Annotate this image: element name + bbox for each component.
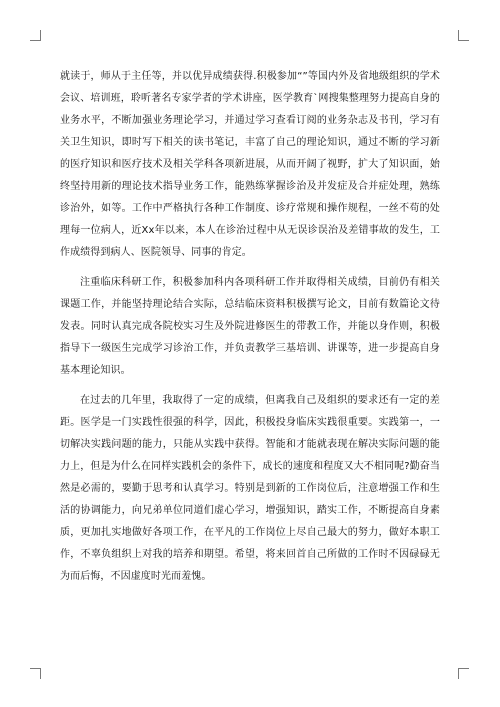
paragraph-1: 就读于，师从于主任等，并以优异成绩获得.积极参加“”等国内外及省地级组织的学术会议、培训班，聆听著名专家学者的学术讲座，医学教育`网搜集整理努力提高自身的业务水平，不断加强业务理论学习，并通过学习查看订阅的业务杂志及书刊，学习有关卫生知识，即时写下相关的读书笔记，丰富了自己的理论知识，通过不断的学习新的医疗知识和医疗技术及相关学科各项新进展，从而开阔了视野，扩大了知识面，始终坚持用新的理论技术指导业务工作，能熟练掌握诊治及并发症及合并症处理，熟练诊治外，如等。工作中严格执行各种工作制度、诊疗常规和操作规程，一丝不苟的处理每一位病人，近Xx年以来，本人在诊治过程中从无误诊误治及差错事故的发生，工作成绩得到病人、医院领导、同事的肯定。 <box>60 71 440 258</box>
paragraph-2: 注重临床科研工作，积极参加科内各项科研工作并取得相关成绩，目前仍有相关课题工作，并能坚持理论结合实际，总结临床资料积极撰写论文，目前有数篇论文待发表。同时认真完成各院校实习生及外院进修医生的带教工作，并能以身作则，积极指导下一级医生完成学习诊治工作，并负责教学三基培训、讲课等，进一步提高自身基本理论知识。 <box>60 277 440 376</box>
crop-mark-top-right <box>458 30 469 41</box>
paragraph-3: 在过去的几年里，我取得了一定的成绩，但离我自己及组织的要求还有一定的差距。医学是一门实践性很强的科学，因此，积极投身临床实践很重要。实践第一，一切解决实践问题的能力，只能从实践中获得。智能和才能就表现在解决实际问题的能力上，但是为什么在同样实践机会的条件下，成长的速度和程度又大不相同呢?勤奋当然是必需的，要勤于思考和认真学习。特别是到新的工作岗位后，注意增强工作和生活的协调能力，向兄弟单位同道们虚心学习，增强知识，踏实工作，不断提高自身素质，更加扎实地做好各项工作，在平凡的工作岗位上尽自己最大的努力，做好本职工作，不辜负组织上对我的培养和期望。希望，将来回首自己所做的工作时不因碌碌无为而后悔，不因虚度时光而羞愧。 <box>60 395 440 582</box>
crop-mark-bottom-left <box>30 668 41 679</box>
crop-mark-top-left <box>30 30 41 41</box>
document-body <box>60 66 440 596</box>
crop-mark-bottom-right <box>458 668 469 679</box>
